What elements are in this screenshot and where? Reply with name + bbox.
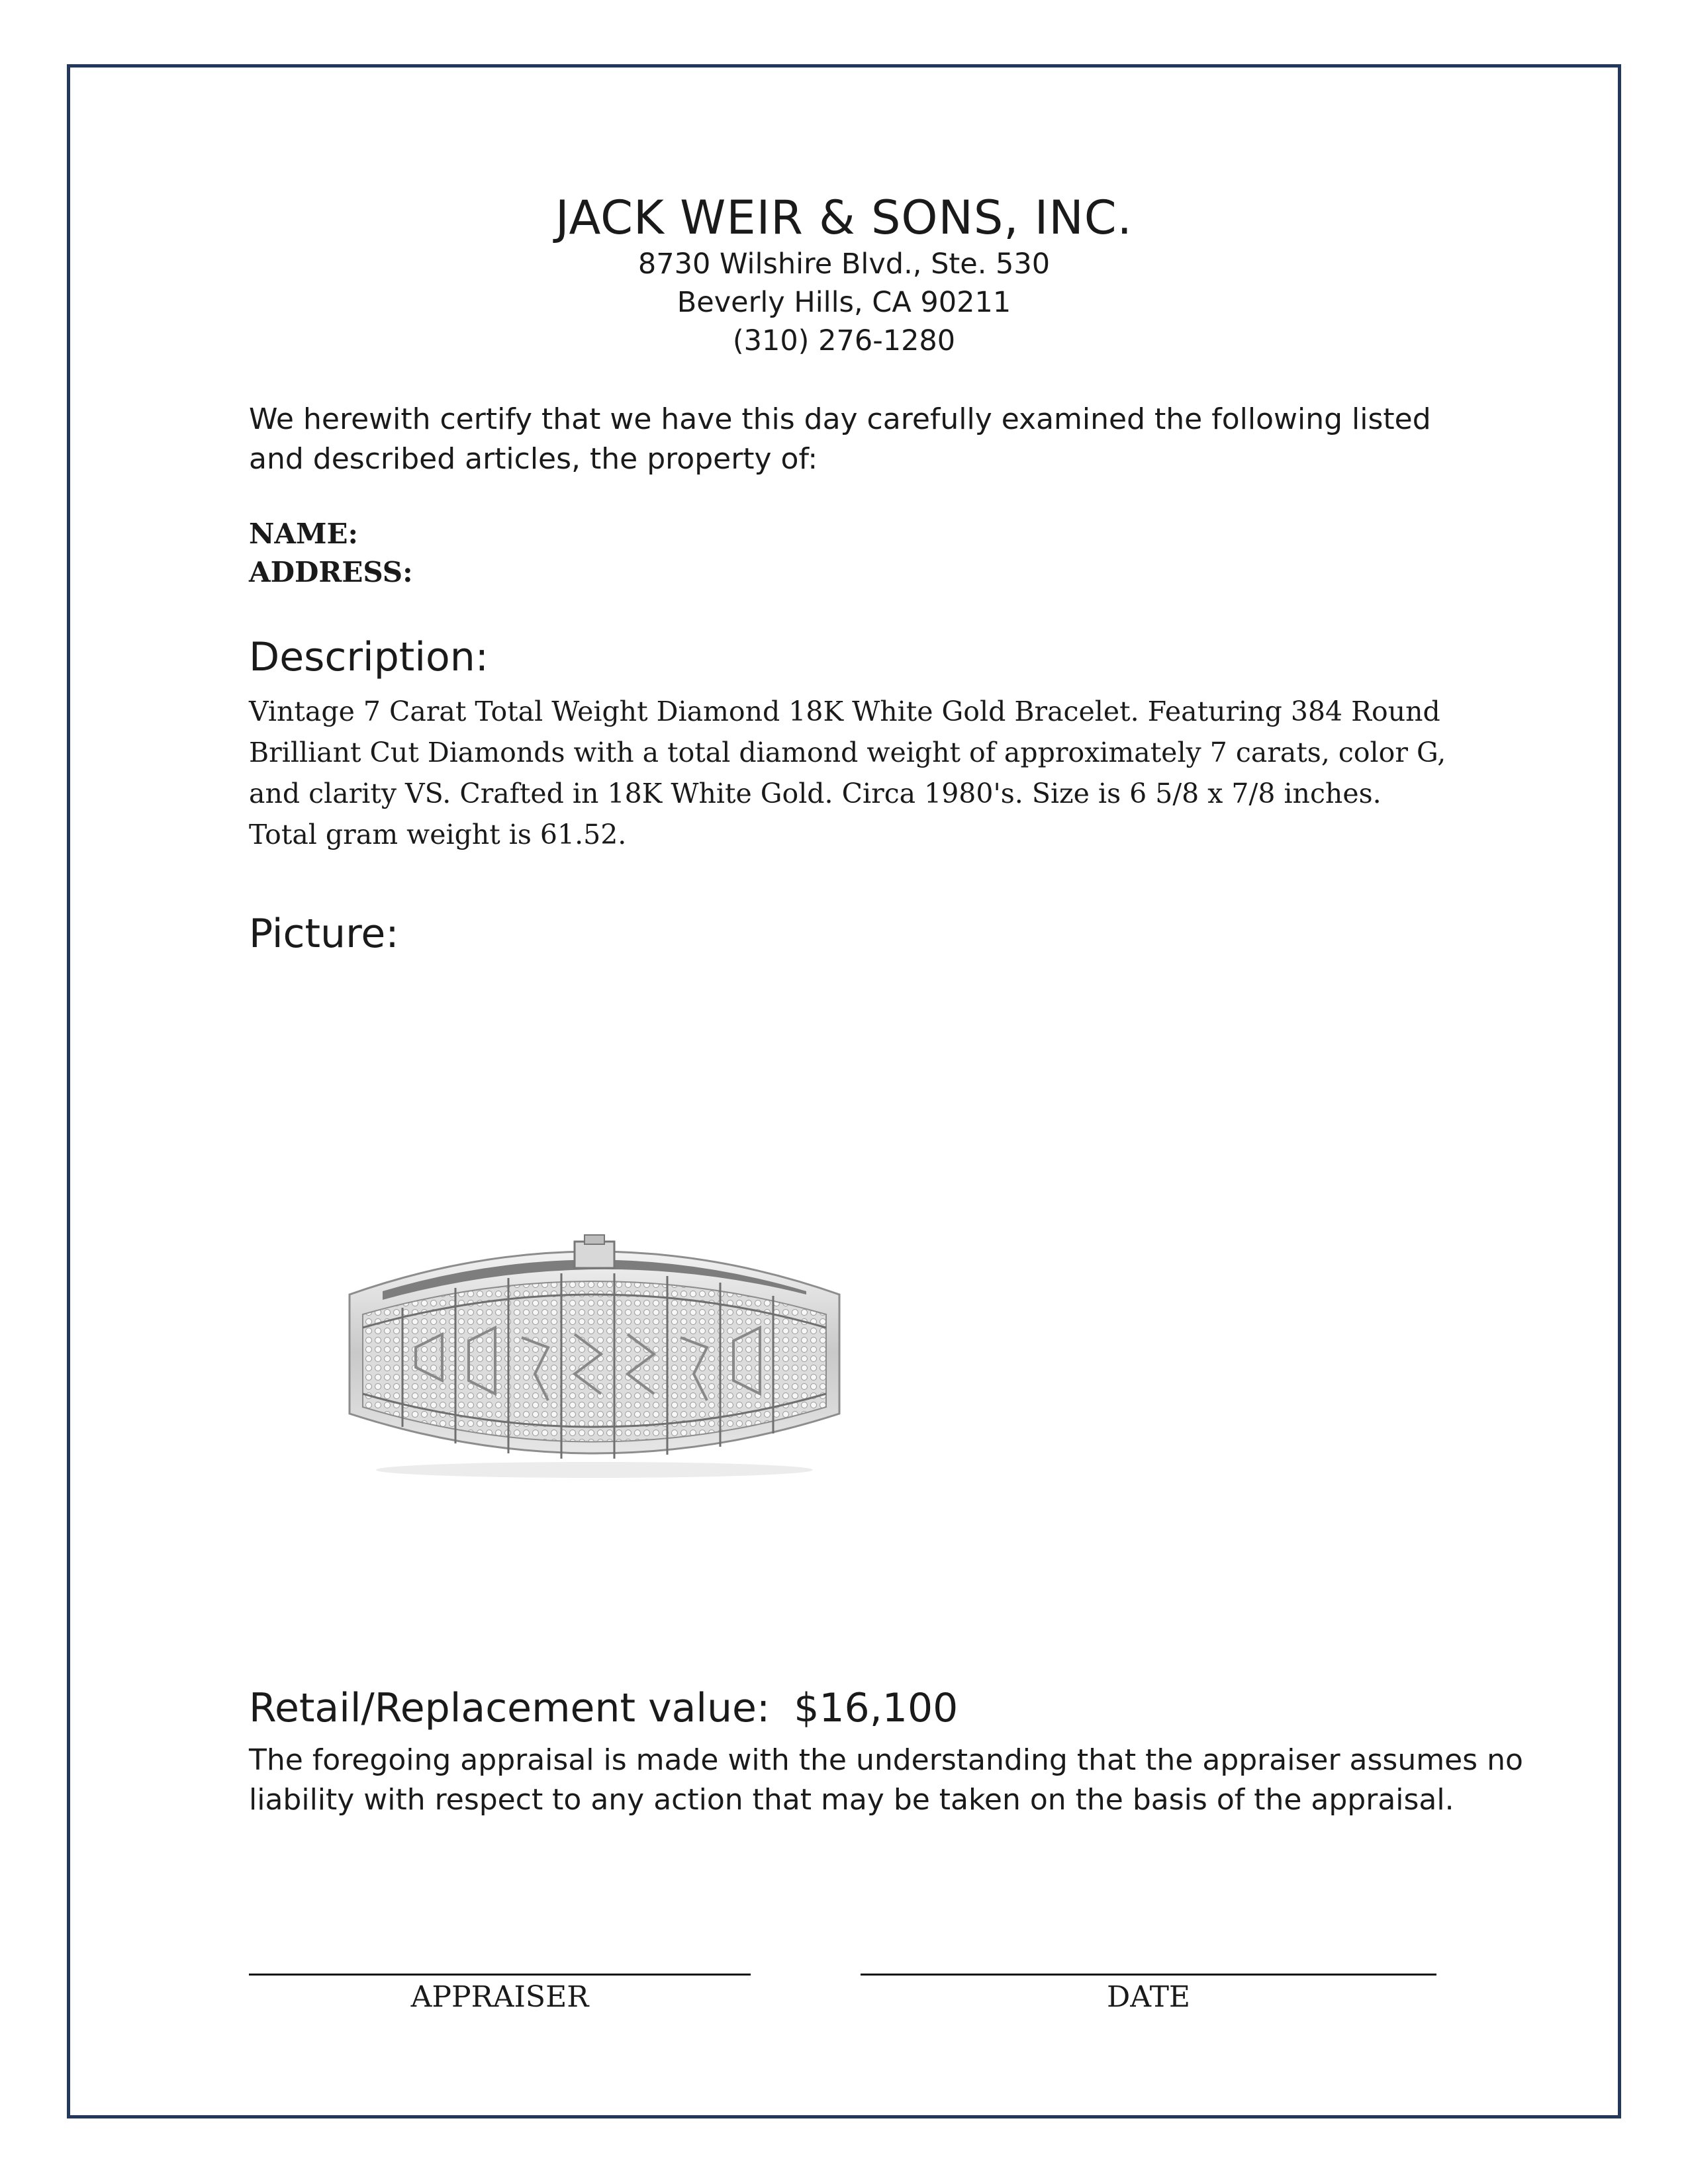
appraiser-label: APPRAISER (410, 1980, 589, 2014)
appraiser-signature-line (249, 1974, 751, 1976)
date-signature-line (861, 1974, 1436, 1976)
bracelet-photo-icon (336, 1215, 853, 1480)
retail-value-label: Retail/Replacement value: (249, 1685, 771, 1731)
company-street-address: 8730 Wilshire Blvd., Ste. 530 (637, 248, 1051, 281)
retail-value-amount: $16,100 (794, 1685, 959, 1731)
company-name: JACK WEIR & SONS, INC. (555, 191, 1133, 245)
description-text: Vintage 7 Carat Total Weight Diamond 18K White Gold Bracelet. Featuring 384 Round Brilliant Cut Diamonds with a total diamond weight of approximately 7 carats, color G, and clarity VS. Crafted in 18K White Gold. Circa 1980's. Size is 6 5/8 x 7/8 inches. Total gram weight is 61.52. (249, 696, 1446, 850)
retail-value-heading (249, 1685, 958, 1731)
owner-name-label: NAME: (249, 518, 358, 550)
company-phone: (310) 276-1280 (732, 324, 956, 357)
certification-statement: We herewith certify that we have this day carefully examined the following listed and described articles, the property of: (249, 402, 1431, 476)
liability-disclaimer: The foregoing appraisal is made with the understanding that the appraiser assumes no liability with respect to any action that may be taken on the basis of the appraisal. (249, 1743, 1523, 1817)
owner-address-label: ADDRESS: (249, 556, 413, 588)
description-heading: Description: (249, 634, 489, 680)
company-city-state: Beverly Hills, CA 90211 (677, 286, 1011, 319)
picture-heading: Picture: (249, 911, 399, 957)
date-label: DATE (1106, 1980, 1191, 2014)
